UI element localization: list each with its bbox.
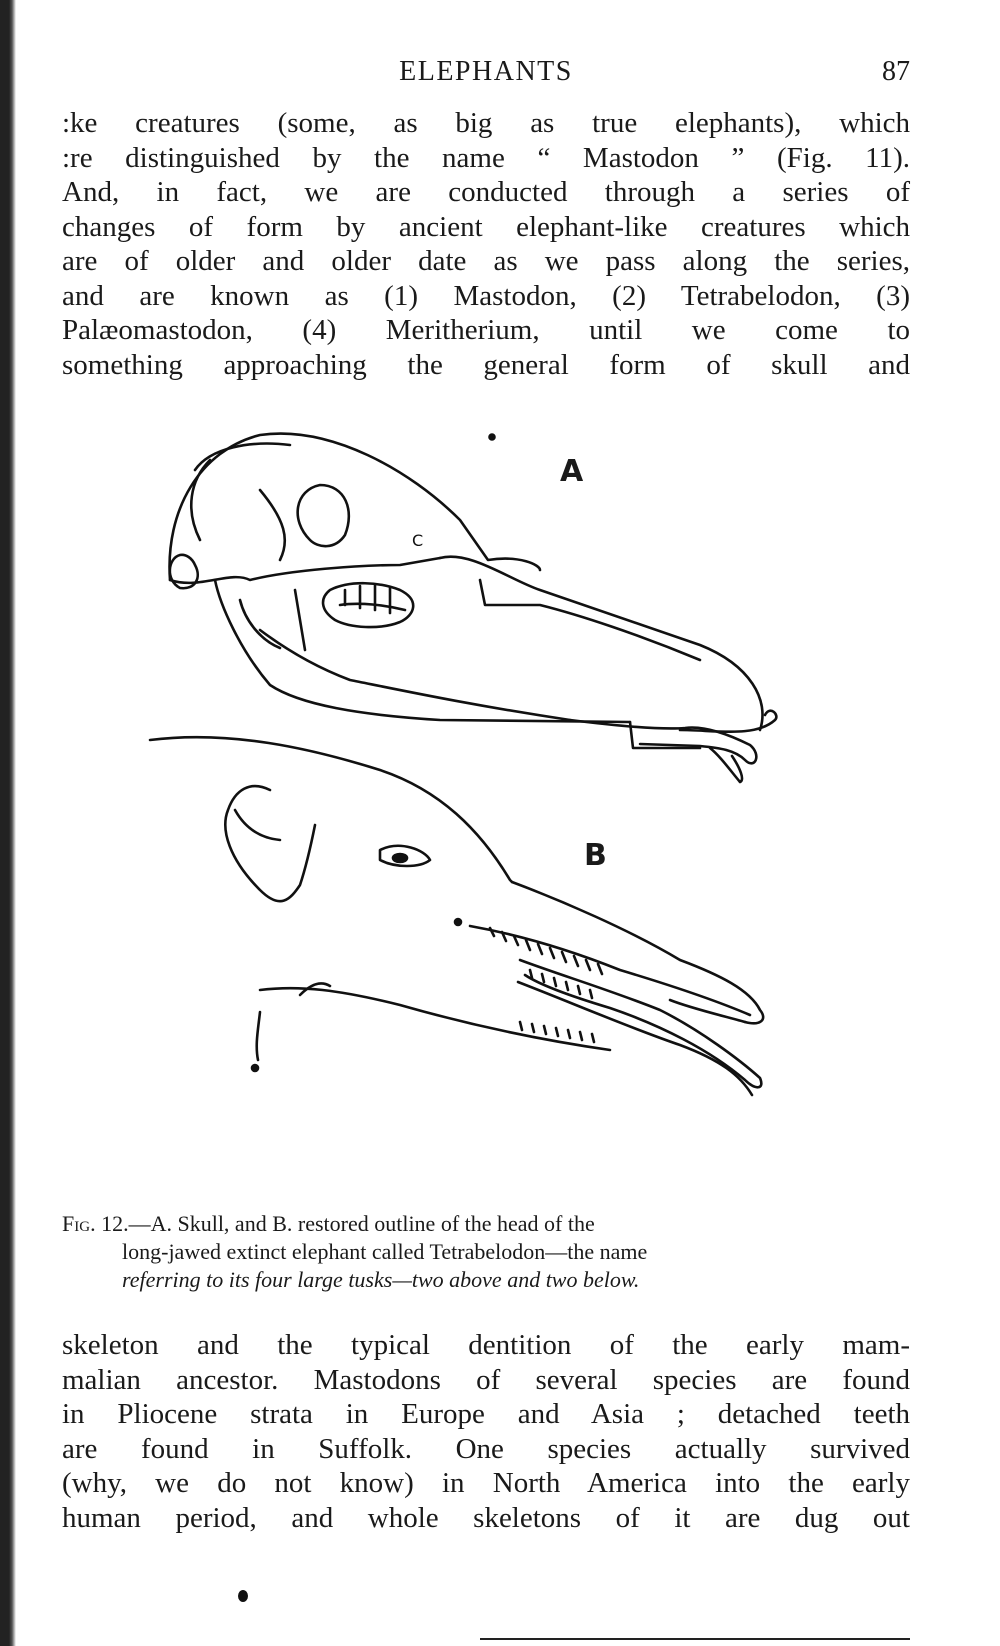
text-line: something approaching the general form of skull and	[62, 348, 910, 381]
text-line: changes of form by ancient elephant-like creatures which	[62, 210, 910, 243]
text-line: And, in fact, we are conducted through a series of	[62, 176, 910, 208]
skull-label-c: C	[412, 531, 424, 550]
text-line: skeleton and the typical dentition of the early mam-	[62, 1329, 910, 1361]
caption-prefix: Fig. 12.	[62, 1211, 129, 1236]
text-line: and are known as (1) Mastodon, (2) Tetrabelodon, (3)	[62, 279, 910, 312]
text-line: in Pliocene strata in Europe and Asia ; detached teeth	[62, 1398, 910, 1430]
page-number: 87	[882, 56, 910, 87]
skull-and-head-illustration	[140, 430, 840, 1200]
text-line: are found in Suffolk. One species actually survived	[62, 1432, 910, 1465]
text-line: human period, and whole skeletons of it are dug out	[62, 1501, 910, 1534]
footer-rule	[480, 1638, 910, 1640]
page-edge-shadow	[0, 0, 16, 1646]
text-line: :ke creatures (some, as big as true elephants), which	[62, 107, 910, 139]
caption-line	[62, 1210, 910, 1238]
figure-tetrabelodon	[140, 430, 840, 1200]
head-outline-b	[150, 737, 763, 1095]
signature-mark	[238, 1590, 248, 1602]
bottom-paragraph	[62, 1328, 910, 1535]
text-line: :re distinguished by the name “ Mastodon ” (Fig. 11).	[62, 141, 910, 174]
figure-label-a: A	[560, 454, 584, 489]
figure-label-b: B	[584, 838, 607, 873]
running-title: ELEPHANTS	[399, 56, 573, 87]
text-line: malian ancestor. Mastodons of several species are found	[62, 1363, 910, 1396]
caption-line1-rest: —A. Skull, and B. restored outline of the head of the	[128, 1211, 595, 1236]
text-line: are of older and older date as we pass along the series,	[62, 245, 910, 277]
top-paragraph	[62, 106, 910, 382]
skull-drawing-a	[170, 434, 777, 782]
running-head	[62, 56, 910, 96]
caption-line: referring to its four large tusks—two above and two below.	[122, 1267, 640, 1292]
text-line: Palæomastodon, (4) Meritherium, until we come to	[62, 314, 910, 346]
figure-caption	[62, 1210, 910, 1294]
caption-line: long-jawed extinct elephant called Tetrabelodon—the name	[122, 1239, 648, 1264]
text-line: (why, we do not know) in North America into the early	[62, 1467, 910, 1499]
